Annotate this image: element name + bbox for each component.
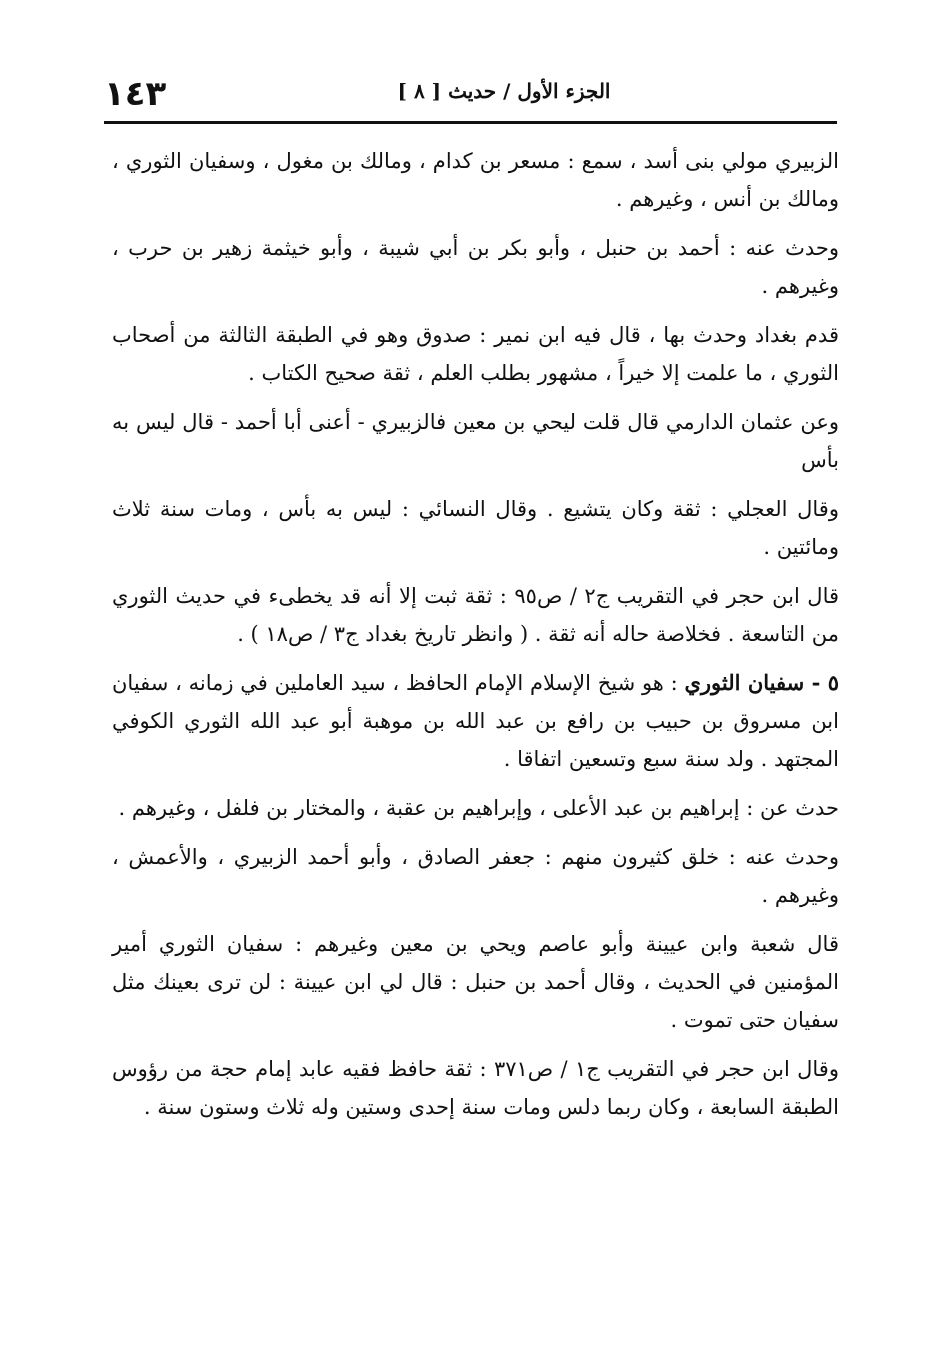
- paragraph-text: قال شعبة وابن عيينة وأبو عاصم ويحي بن معين وغيرهم : سفيان الثوري أمير المؤمنين في الحديث ، وقال أحمد بن حنبل : قال لي ابن عيينة : لن ترى بعينك مثل سفيان حتى تموت .: [112, 932, 839, 1032]
- running-title: الجزء الأول / حديث [ ٨ ]: [397, 79, 611, 103]
- paragraph: [112, 142, 839, 218]
- paragraph: [112, 1050, 839, 1126]
- paragraph: [112, 316, 839, 392]
- paragraph: [112, 664, 839, 778]
- paragraph-text: وحدث عنه : خلق كثيرون منهم : جعفر الصادق ، وأبو أحمد الزبيري ، والأعمش ، وغيرهم .: [112, 845, 839, 907]
- paragraph: [112, 229, 839, 305]
- paragraph: [112, 403, 839, 479]
- paragraph-text: قدم بغداد وحدث بها ، قال فيه ابن نمير : صدوق وهو في الطبقة الثالثة من أصحاب الثوري ، ما علمت إلا خيراً ، مشهور بطلب العلم ، ثقة صحيح الكتاب .: [112, 323, 839, 385]
- paragraph: [112, 789, 839, 827]
- header-rule: [104, 121, 837, 124]
- paragraph: [112, 577, 839, 653]
- paragraph-text: وقال ابن حجر في التقريب ج١ / ص٣٧١ : ثقة حافظ فقيه عابد إمام حجة من رؤوس الطبقة السابعة ، وكان ربما دلس ومات سنة إحدى وستين وله ثلاث وستون سنة .: [112, 1057, 839, 1119]
- paragraph: [112, 838, 839, 914]
- paragraph-text: وعن عثمان الدارمي قال قلت ليحي بن معين فالزبيري - أعنى أبا أحمد - قال ليس به بأس: [112, 410, 839, 472]
- paragraph: [112, 925, 839, 1039]
- page-number: ١٤٣: [104, 74, 167, 114]
- page-header: [104, 70, 837, 118]
- paragraph-text: وحدث عنه : أحمد بن حنبل ، وأبو بكر بن أبي شيبة ، وأبو خيثمة زهير بن حرب ، وغيرهم .: [112, 236, 839, 298]
- paragraph-text: : هو شيخ الإسلام الإمام الحافظ ، سيد العاملين في زمانه ، سفيان ابن مسروق بن حبيب بن رافع بن عبد الله بن موهبة أبو عبد الله الثوري الكوفي المجتهد . ولد سنة سبع وتسعين اتفاقا .: [112, 671, 839, 771]
- entry-heading: ٥ - سفيان الثوري: [684, 670, 839, 695]
- paragraph-text: الزبيري مولي بنى أسد ، سمع : مسعر بن كدام ، ومالك بن مغول ، وسفيان الثوري ، ومالك بن أنس ، وغيرهم .: [112, 149, 839, 211]
- paragraph-text: وقال العجلي : ثقة وكان يتشيع . وقال النسائي : ليس به بأس ، ومات سنة ثلاث ومائتين .: [112, 497, 839, 559]
- page-body: [112, 142, 839, 1137]
- paragraph-text: حدث عن : إبراهيم بن عبد الأعلى ، وإبراهيم بن عقبة ، والمختار بن فلفل ، وغيرهم .: [118, 796, 839, 820]
- paragraph-text: قال ابن حجر في التقريب ج٢ / ص٩٥ : ثقة ثبت إلا أنه قد يخطىء في حديث الثوري من التاسعة . فخلاصة حاله أنه ثقة . ( وانظر تاريخ بغداد ج٣ / ص١٨ ) .: [112, 584, 840, 646]
- paragraph: [112, 490, 839, 566]
